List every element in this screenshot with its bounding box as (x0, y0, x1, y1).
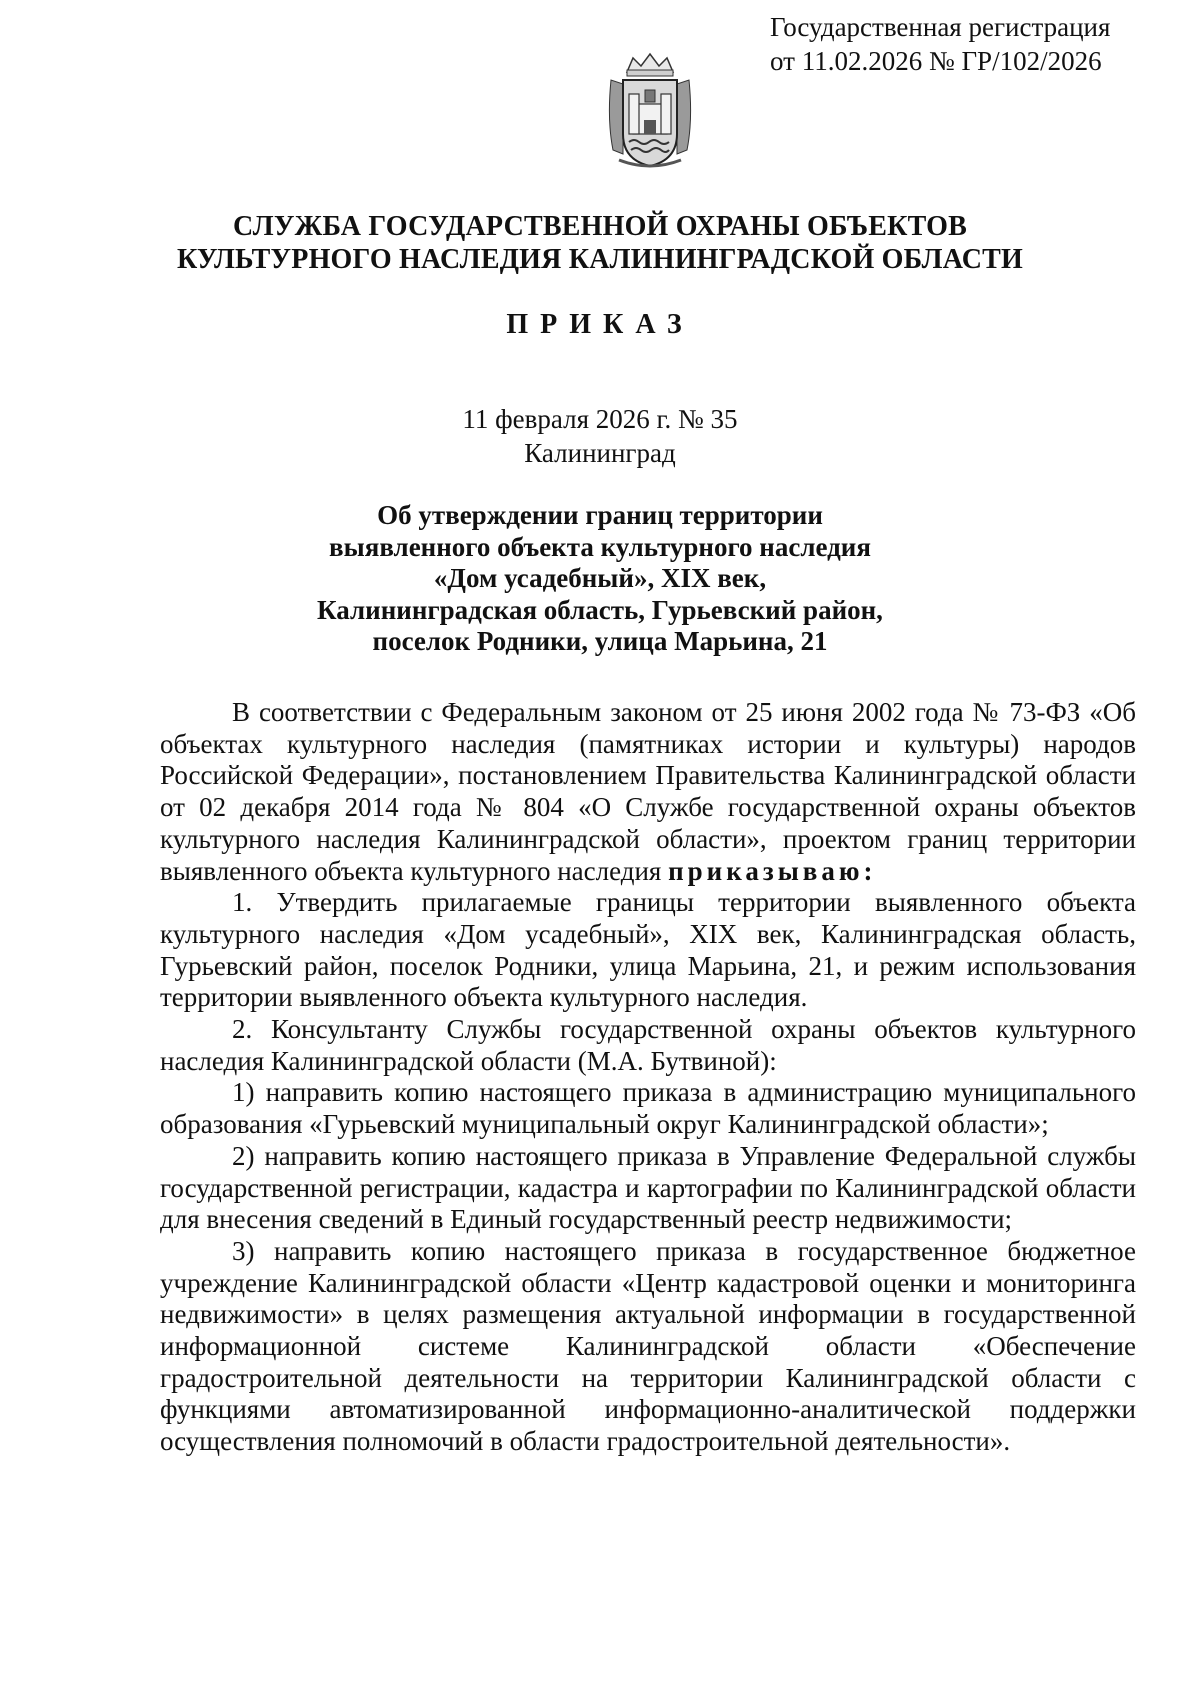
subject-line: Об утверждении границ территории (377, 500, 823, 530)
organization-name (0, 210, 1200, 276)
registration-stamp (770, 10, 1110, 78)
document-type: ПРИКАЗ (506, 309, 694, 340)
subitem-3-paragraph: 3) направить копию настоящего приказа в государственное бюджетное учреждение Калининградской области «Центр кадастровой оценки и мониторинга недвижимости» в целях размещения актуальной информации в государственной информационной системе Калининградской области «Обеспечение градостроительной деятельности на территории Калининградской области с функциями автоматизированной информационно-аналитической поддержки осуществления полномочий в области градостроительной деятельности». (160, 1235, 1136, 1457)
subject-line: выявленного объекта культурного наследия (329, 531, 871, 562)
registration-line-2: от 11.02.2026 № ГР/102/2026 (770, 46, 1102, 76)
order-word: приказываю: (668, 855, 877, 886)
preamble-text: В соответствии с Федеральным законом от 25 июня 2002 года № 73-ФЗ «Об объектах культурного наследия (памятниках истории и культуры) народов Российской Федерации», постановлением Правительства Калининградской области от 02 декабря 2014 года № 804 «О Службе государственной охраны объектов культурного наследия Калининградской области», проектом границ территории выявленного объекта культурного наследия (160, 697, 1136, 886)
item-1-paragraph: 1. Утвердить прилагаемые границы территории выявленного объекта культурного наследия «Дом усадебный», XIX век, Калининградская область, Гурьевский район, поселок Родники, улица Марьина, 21, и режим использования территории выявленного объекта культурного наследия. (160, 887, 1136, 1013)
organization-name-line-1: СЛУЖБА ГОСУДАРСТВЕННОЙ ОХРАНЫ ОБЪЕКТОВ (233, 211, 967, 242)
coat-of-arms-icon (605, 50, 695, 170)
subitem-2-paragraph: 2) направить копию настоящего приказа в Управление Федеральной службы государственной регистрации, кадастра и картографии по Калининградской области для внесения сведений в Единый государственный реестр недвижимости; (160, 1140, 1136, 1235)
document-body (160, 697, 1136, 1458)
item-2-paragraph: 2. Консультанту Службы государственной охраны объектов культурного наследия Калининградской области (М.А. Бутвиной): (160, 1014, 1136, 1076)
preamble-paragraph (160, 697, 1136, 887)
registration-line-1: Государственная регистрация (770, 12, 1111, 42)
organization-name-line-2: КУЛЬТУРНОГО НАСЛЕДИЯ КАЛИНИНГРАДСКОЙ ОБЛАСТИ (176, 244, 1024, 275)
subject-line: «Дом усадебный», XIX век, (433, 563, 767, 593)
document-date-number: 11 февраля 2026 г. № 35 (462, 404, 738, 434)
subitem-1-paragraph: 1) направить копию настоящего приказа в администрацию муниципального образования «Гурьевский муниципальный округ Калининградской области»; (160, 1077, 1136, 1140)
document-city: Калининград (524, 438, 676, 468)
subject-line: Калининградская область, Гурьевский район, (317, 594, 883, 625)
document-subject (0, 500, 1200, 658)
subject-line: поселок Родники, улица Марьина, 21 (372, 626, 828, 656)
